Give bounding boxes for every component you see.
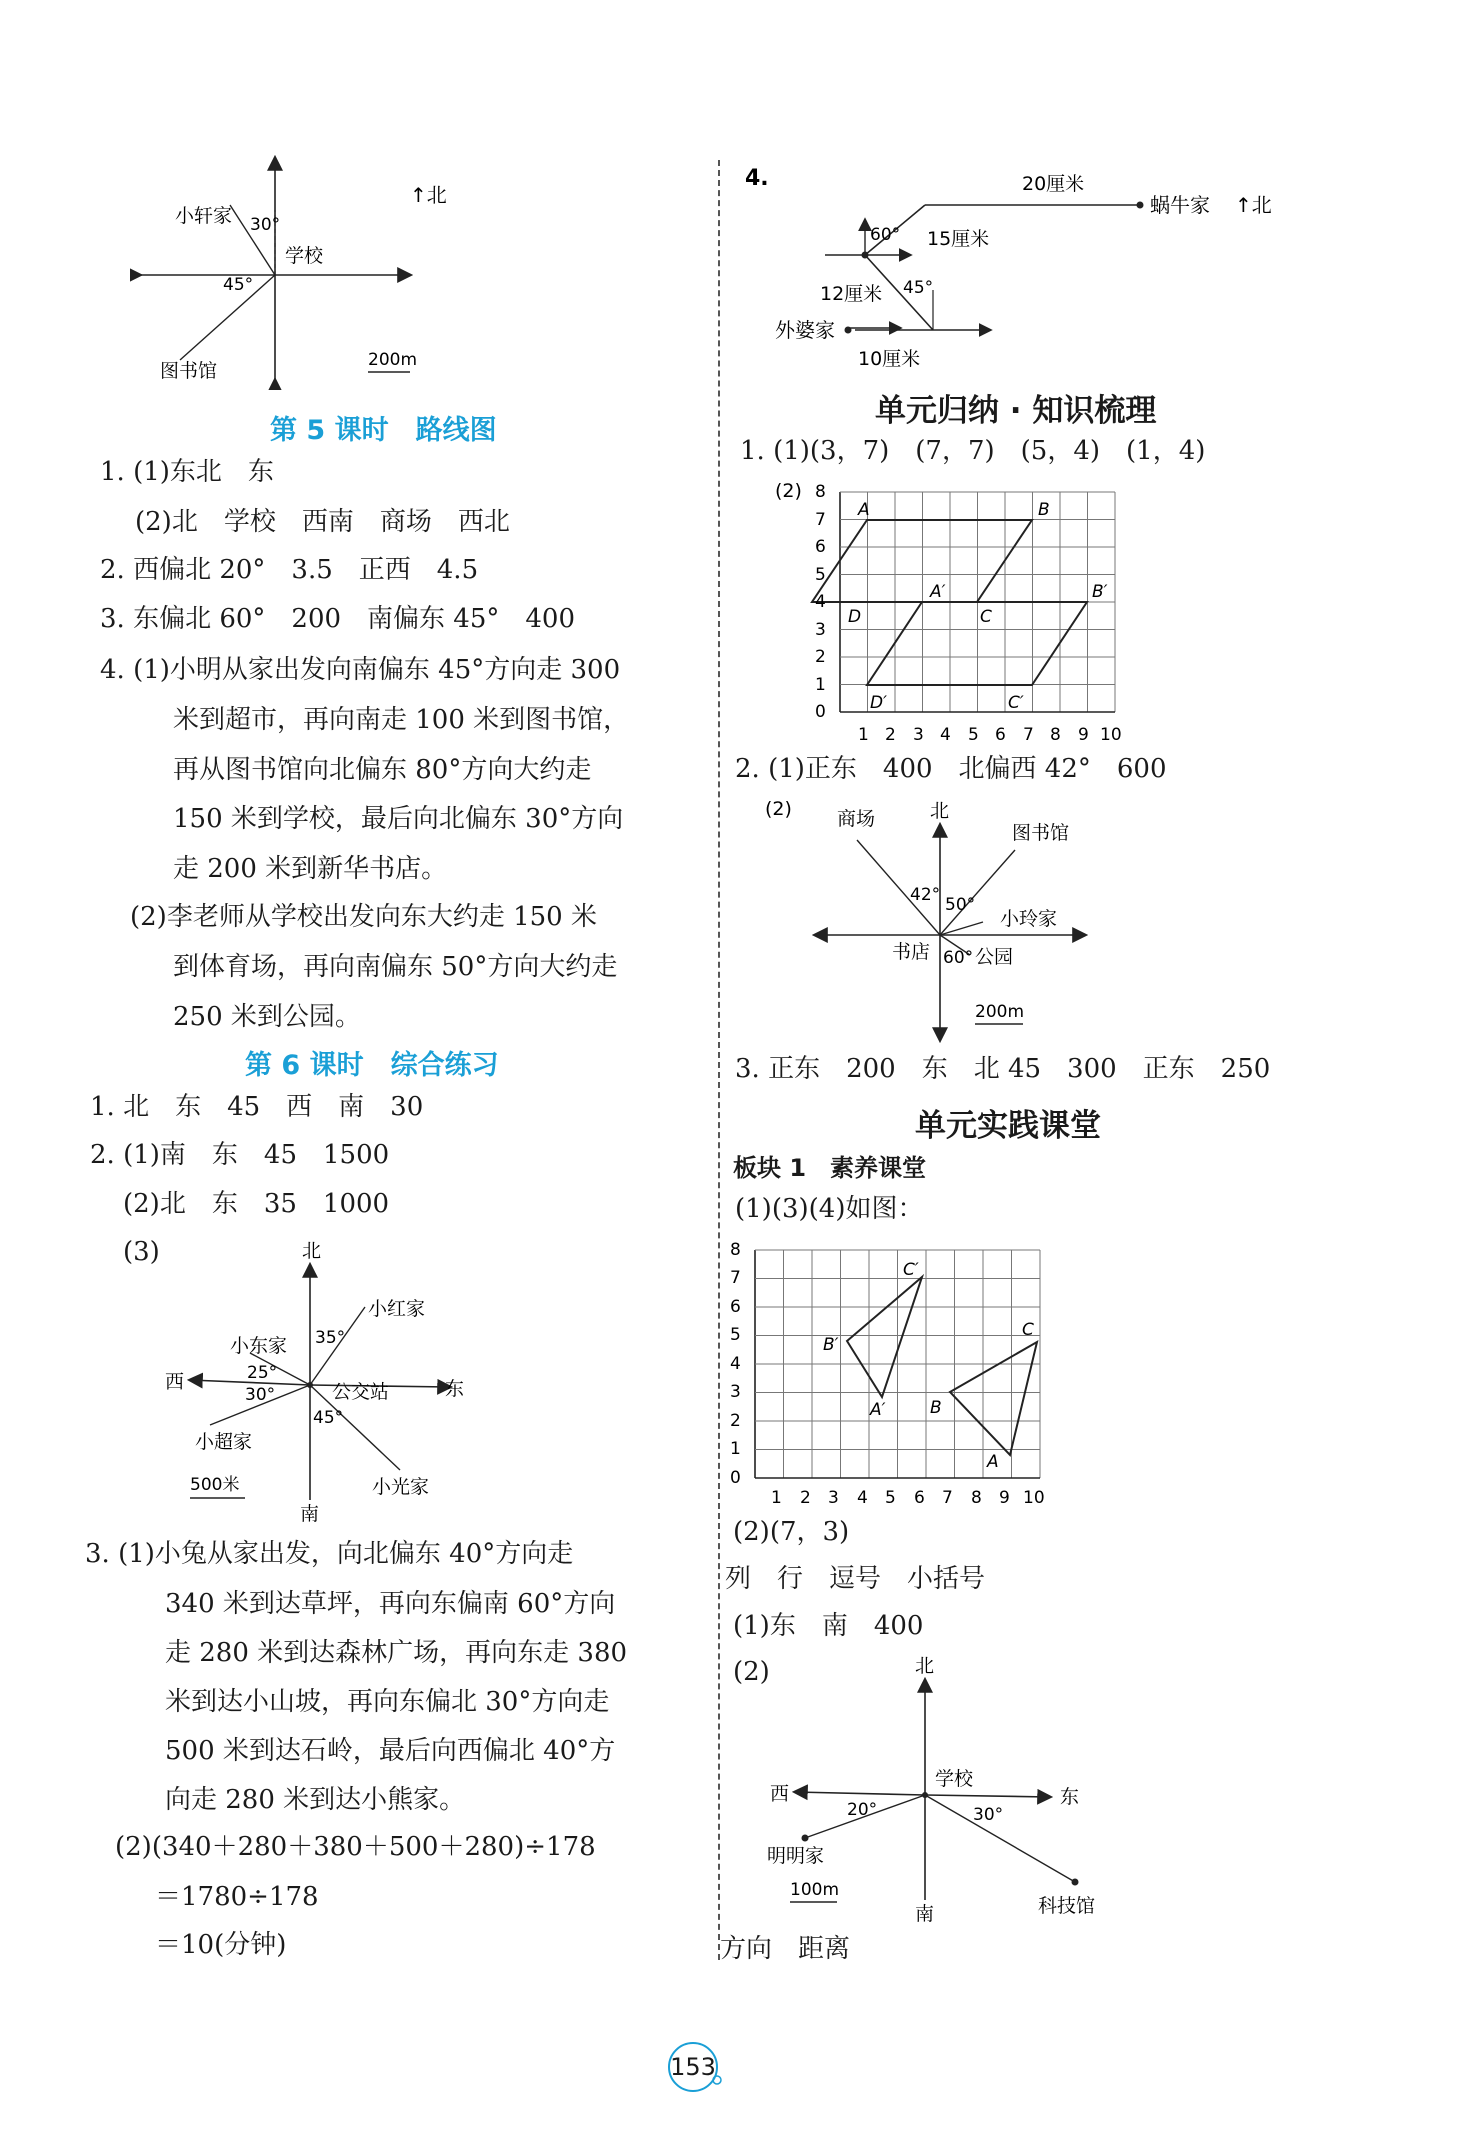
answer-line: 250 米到公园。 <box>173 1002 361 1032</box>
axis-label: 3 <box>730 1382 741 1402</box>
axis-label: 1 <box>771 1488 782 1508</box>
place-label: 小红家 <box>368 1298 426 1320</box>
answer-line: 3. 正东 200 东 北 45 300 正东 250 <box>735 1054 1271 1084</box>
point-label: A <box>987 1452 999 1472</box>
place-label: 科技馆 <box>1038 1895 1096 1917</box>
answer-line: 340 米到达草坪，再向东偏南 60°方向 <box>165 1589 616 1619</box>
practice-title: 单元实践课堂 <box>915 1108 1101 1144</box>
answer-line: (1)东 南 400 <box>733 1611 924 1641</box>
angle-label: 45° <box>223 275 254 295</box>
north-label: ↑北 <box>1235 193 1272 217</box>
answer-line: 列 行 逗号 小括号 <box>725 1564 986 1594</box>
answer-line: (2)李老师从学校出发向东大约走 150 米 <box>130 902 597 932</box>
snail-route-figure <box>740 160 1300 375</box>
answer-line: 走 280 米到达森林广场，再向东走 380 <box>165 1638 628 1668</box>
axis-label: 6 <box>995 725 1006 745</box>
axis-label: 3 <box>815 620 826 640</box>
north-label: 北 <box>302 1240 322 1262</box>
axis-label: 7 <box>942 1488 953 1508</box>
axis-label: 5 <box>885 1488 896 1508</box>
answer-line: 2. 西偏北 20° 3.5 正西 4.5 <box>100 555 479 585</box>
question-number: 4. <box>745 166 769 191</box>
scale-label: 200m <box>368 350 418 370</box>
answer-line: (2)(340＋280＋380＋500＋280)÷178 <box>115 1832 596 1862</box>
school-label: 学校 <box>935 1768 974 1790</box>
scale-label: 200m <box>975 1002 1025 1022</box>
point-label: C <box>980 607 992 627</box>
axis-label: 7 <box>730 1268 741 1288</box>
axis-label: 5 <box>730 1325 741 1345</box>
angle-label: 42° <box>910 885 941 905</box>
east-label: 东 <box>1060 1786 1080 1808</box>
axis-label: 10 <box>1023 1488 1045 1508</box>
angle-label: 35° <box>315 1328 346 1348</box>
axis-label: 5 <box>968 725 979 745</box>
answer-line: (3) <box>123 1237 160 1267</box>
axis-label: 3 <box>828 1488 839 1508</box>
north-label: ↑北 <box>410 183 447 207</box>
axis-label: 2 <box>730 1411 741 1431</box>
axis-label: 8 <box>815 482 826 502</box>
axis-label: 4 <box>730 1354 741 1374</box>
answer-line: (2)北 东 35 1000 <box>123 1189 390 1219</box>
axis-label: 4 <box>940 725 951 745</box>
axis-label: 5 <box>815 565 826 585</box>
axis-label: 7 <box>815 510 826 530</box>
answer-line: 500 米到达石岭，最后向西偏北 40°方 <box>165 1736 616 1766</box>
place-label: 图书馆 <box>1012 822 1070 844</box>
axis-label: 8 <box>971 1488 982 1508</box>
axis-label: 4 <box>857 1488 868 1508</box>
place-label: 小光家 <box>372 1476 430 1498</box>
sub-label: (2) <box>765 798 792 820</box>
point-label: C′ <box>903 1260 919 1280</box>
point-label: C′ <box>1008 693 1024 713</box>
place-label: 小超家 <box>195 1431 253 1453</box>
answer-line: 1. (1)(3，7) (7，7) (5，4) (1，4) <box>740 436 1206 466</box>
axis-label: 1 <box>858 725 869 745</box>
point-label: D′ <box>870 693 887 713</box>
sub-label: (2) <box>775 480 802 502</box>
bookstore-figure <box>765 795 1115 1045</box>
answer-line: 1. (1)东北 东 <box>100 457 274 487</box>
answer-line: 向走 280 米到达小熊家。 <box>165 1785 466 1815</box>
south-label: 南 <box>300 1503 320 1525</box>
axis-label: 2 <box>800 1488 811 1508</box>
axis-label: 3 <box>913 725 924 745</box>
distance-label: 15厘米 <box>927 228 990 250</box>
place-label: 小东家 <box>230 1335 288 1357</box>
axis-label: 10 <box>1100 725 1122 745</box>
point-label: A′ <box>930 582 946 602</box>
answer-line: ＝10(分钟) <box>155 1930 287 1960</box>
place-label: 外婆家 <box>775 318 835 342</box>
point-label: B <box>930 1398 942 1418</box>
distance-label: 20厘米 <box>1022 173 1085 195</box>
page-number: 153 <box>670 2053 716 2081</box>
west-label: 西 <box>770 1783 790 1805</box>
answer-line: 3. 东偏北 60° 200 南偏东 45° 400 <box>100 604 576 634</box>
place-label: 书店 <box>892 941 931 963</box>
library-label: 图书馆 <box>160 360 218 382</box>
distance-label: 12厘米 <box>820 283 883 305</box>
axis-label: 1 <box>730 1439 741 1459</box>
answer-line: 米到达小山坡，再向东偏北 30°方向走 <box>165 1687 610 1717</box>
place-label: 商场 <box>837 808 876 830</box>
scale-label: 100m <box>790 1880 840 1900</box>
answer-line: 150 米到学校，最后向北偏东 30°方向 <box>173 804 624 834</box>
axis-label: 6 <box>730 1297 741 1317</box>
axis-label: 6 <box>815 537 826 557</box>
answer-line: (2) <box>733 1657 770 1687</box>
answer-line: (2)北 学校 西南 商场 西北 <box>135 507 510 537</box>
scale-label: 500米 <box>190 1475 240 1495</box>
school-label: 学校 <box>285 245 324 267</box>
axis-label: 2 <box>815 647 826 667</box>
axis-label: 2 <box>885 725 896 745</box>
triangle-grid <box>725 1235 1065 1515</box>
parallelogram-grid <box>770 475 1140 745</box>
column-divider <box>718 160 720 1960</box>
answer-line: (2)(7，3) <box>733 1517 850 1547</box>
place-label: 小玲家 <box>1000 908 1058 930</box>
west-label: 西 <box>165 1371 185 1393</box>
north-label: 北 <box>915 1655 935 1677</box>
answer-line: 2. (1)正东 400 北偏西 42° 600 <box>735 754 1167 784</box>
east-label: 东 <box>445 1378 465 1400</box>
angle-label: 45° <box>903 278 934 298</box>
point-label: A <box>858 500 870 520</box>
school-science-figure <box>755 1650 1155 1925</box>
answer-line: 米到超市，再向南走 100 米到图书馆， <box>173 705 630 735</box>
page-number-badge <box>655 2035 735 2095</box>
answer-line: ＝1780÷178 <box>155 1882 319 1912</box>
answer-line: 4. (1)小明从家出发向南偏东 45°方向走 300 <box>100 655 621 685</box>
axis-label: 9 <box>1078 725 1089 745</box>
school-direction-figure <box>130 150 460 390</box>
place-label: 蜗牛家 <box>1150 193 1210 217</box>
answer-line: 方向 距离 <box>720 1934 851 1964</box>
axis-label: 0 <box>730 1468 741 1488</box>
place-label: 明明家 <box>767 1845 825 1867</box>
place-label: 公园 <box>975 946 1014 968</box>
south-label: 南 <box>915 1903 935 1925</box>
point-label: A′ <box>870 1400 886 1420</box>
bus-stop-figure <box>150 1235 510 1525</box>
answer-line: 再从图书馆向北偏东 80°方向大约走 <box>173 755 592 785</box>
angle-label: 45° <box>313 1408 344 1428</box>
answer-line: 走 200 米到新华书店。 <box>173 854 448 884</box>
angle-label: 60° <box>870 225 901 245</box>
lesson5-title: 第 5 课时 路线图 <box>270 415 497 446</box>
angle-label: 60° <box>943 948 974 968</box>
answer-line: 到体育场，再向南偏东 50°方向大约走 <box>173 952 618 982</box>
axis-label: 7 <box>1023 725 1034 745</box>
angle-label: 30° <box>245 1385 276 1405</box>
angle-label: 50° <box>945 895 976 915</box>
axis-label: 8 <box>1050 725 1061 745</box>
axis-label: 4 <box>815 592 826 612</box>
angle-label: 20° <box>847 1800 878 1820</box>
unit-summary-title: 单元归纳 · 知识梳理 <box>875 393 1157 429</box>
answer-line: 1. 北 东 45 西 南 30 <box>90 1092 424 1122</box>
axis-label: 1 <box>815 675 826 695</box>
axis-label: 6 <box>914 1488 925 1508</box>
axis-label: 9 <box>999 1488 1010 1508</box>
answer-line: 3. (1)小兔从家出发，向北偏东 40°方向走 <box>85 1539 574 1569</box>
house-label: 小轩家 <box>175 205 233 227</box>
point-label: C <box>1022 1320 1034 1340</box>
block-title: 板块 1 素养课堂 <box>733 1154 927 1182</box>
north-label: 北 <box>930 800 950 822</box>
distance-label: 10厘米 <box>858 348 921 370</box>
point-label: B <box>1038 500 1050 520</box>
angle-label: 30° <box>973 1805 1004 1825</box>
angle-label: 25° <box>247 1363 278 1383</box>
point-label: D <box>848 607 862 627</box>
point-label: B′ <box>823 1335 839 1355</box>
angle-label: 30° <box>250 215 281 235</box>
axis-label: 8 <box>730 1240 741 1260</box>
lesson6-title: 第 6 课时 综合练习 <box>245 1050 499 1081</box>
axis-label: 0 <box>815 702 826 722</box>
place-label: 公交站 <box>332 1381 390 1403</box>
answer-line: 2. (1)南 东 45 1500 <box>90 1140 390 1170</box>
answer-line: (1)(3)(4)如图： <box>735 1194 924 1224</box>
point-label: B′ <box>1092 582 1108 602</box>
